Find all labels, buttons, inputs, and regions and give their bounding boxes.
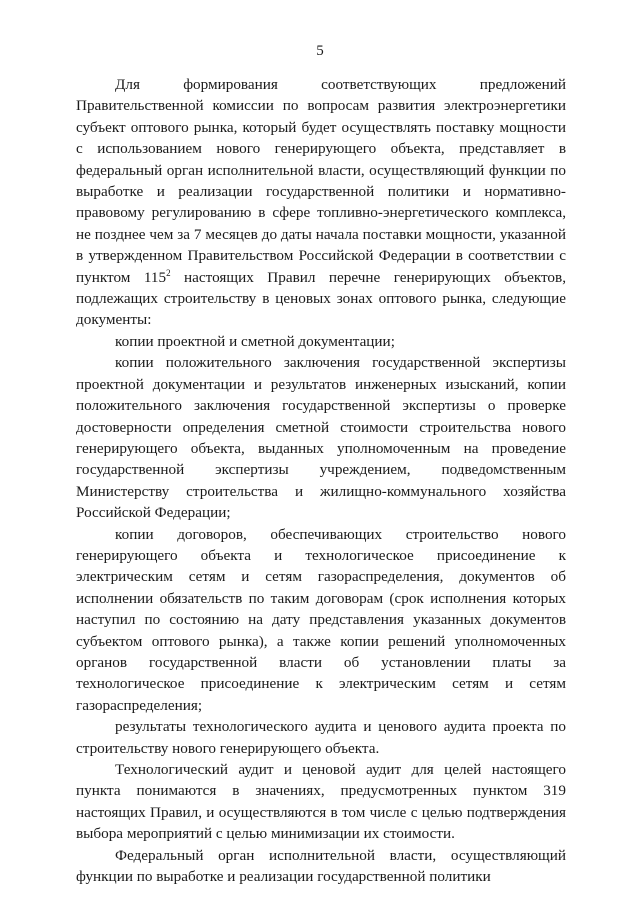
paragraph-design-docs: копии проектной и сметной документации; bbox=[115, 332, 395, 350]
paragraph-contracts: копии договоров, обеспечивающих строительство нового генерирующего объекта и технологическое присоединение к электрическим сетям и сетям газораспределения, документов об исполнении обязательств по таким договорам (срок исполнения которых наступил по состоянию на дату представления указанных документов субъектом оптового рынка), а также копии решений уполномоченных органов государственной власти об установлении платы за технологическое присоединение к электрическим сетям и сетям газораспределения; bbox=[76, 525, 566, 714]
superscript-footnote: 2 bbox=[166, 267, 171, 278]
paragraph-audit-results: результаты технологического аудита и ценового аудита проекта по строительству нового генерирующего объекта. bbox=[76, 718, 566, 757]
paragraph-submission-requirements bbox=[76, 74, 566, 331]
paragraph-expertise-conclusions: копии положительного заключения государственной экспертизы проектной документации и результатов инженерных изысканий, копии положительного заключения государственной экспертизы о проверке достоверности определения сметной стоимости строительства нового генерирующего объекта, выданных уполномоченным на проведение государственной экспертизы учреждением, подведомственным Министерству строительства и жилищно-коммунального хозяйства Российской Федерации; bbox=[76, 354, 566, 522]
document-body bbox=[76, 74, 566, 887]
paragraph-audit-definition: Технологический аудит и ценовой аудит для целей настоящего пункта понимаются в значениях, предусмотренных пунктом 319 настоящих Правил, и осуществляются в том числе с целью подтверждения выбора мероприятий с целью минимизации их стоимости. bbox=[76, 761, 566, 843]
page-number: 5 bbox=[316, 43, 324, 59]
paragraph-text-continued: настоящих Правил перечне генерирующих объектов, подлежащих строительству в ценовых зонах оптового рынка, следующие документы: bbox=[76, 268, 566, 329]
paragraph-federal-body: Федеральный орган исполнительной власти, осуществляющий функции по выработке и реализации государственной политики bbox=[76, 846, 566, 886]
paragraph-text: Для формирования соответствующих предложений Правительственной комиссии по вопросам развития электроэнергетики субъект оптового рынка, который будет осуществлять поставку мощности с использованием нового генерирующего объекта, представляет в федеральный орган исполнительной власти, осуществляющий функции по выработке и реализации государственной политики и нормативно-правовому регулированию в сфере топливно-энергетического комплекса, не позднее чем за 7 месяцев до даты начала поставки мощности, указанной в утвержденном Правительством Российской Федерации в соответствии с пунктом 115 bbox=[76, 76, 566, 286]
